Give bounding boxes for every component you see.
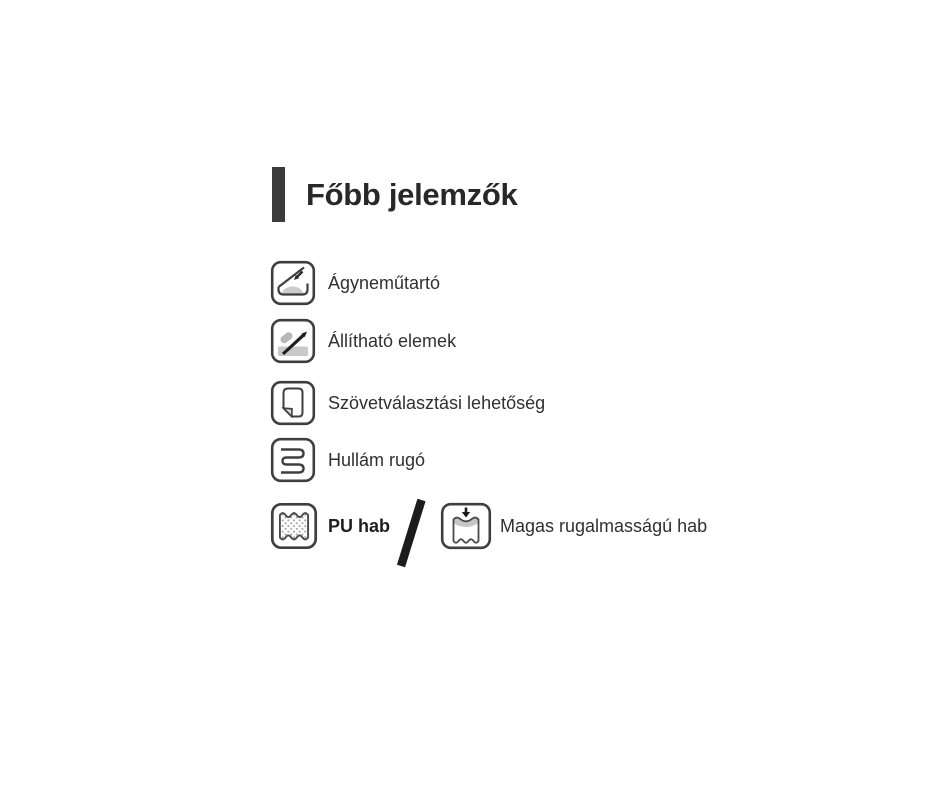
bedding-storage-icon (270, 260, 316, 306)
feature-row-adjustable-elements (270, 318, 456, 364)
feature-label: Szövetválasztási lehetőség (328, 392, 546, 413)
feature-label: Magas rugalmasságú hab (500, 516, 708, 536)
feature-row-bedding-storage (270, 260, 440, 306)
feature-row-wave-spring (270, 437, 425, 483)
page-title: Főbb jelemzők (306, 176, 518, 212)
feature-label: Ágyneműtartó (328, 272, 441, 293)
wave-spring-icon (270, 437, 316, 483)
high-resilience-foam-icon (440, 502, 492, 550)
fabric-selection-icon (270, 380, 316, 426)
pu-foam-icon (270, 502, 318, 550)
feature-label: Hullám rugó (328, 449, 426, 470)
feature-label: PU hab (328, 516, 391, 536)
feature-label: Állítható elemek (328, 330, 457, 351)
title-accent-bar (272, 167, 285, 222)
slash-separator-icon (396, 497, 426, 574)
feature-row-fabric-selection (270, 380, 545, 426)
adjustable-elements-icon (270, 318, 316, 364)
